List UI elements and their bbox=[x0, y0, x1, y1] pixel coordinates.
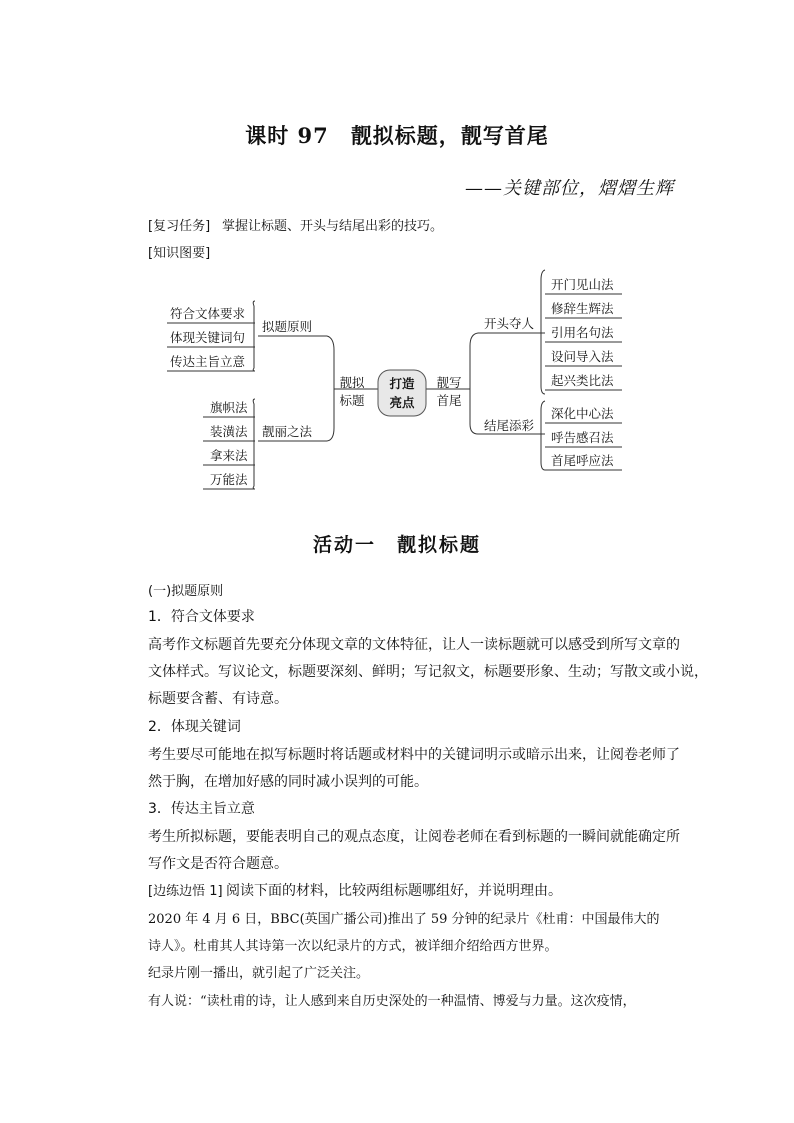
knowledge-map-tag: [知识图要] bbox=[148, 246, 211, 261]
ending-item: 呼告感召法 bbox=[551, 430, 614, 445]
item-heading: 2．体现关键词 bbox=[148, 719, 241, 735]
left-branch-line1: 靓拟 bbox=[339, 375, 365, 390]
material-line: 诗人》。杜甫其人其诗第一次以纪录片的方式，被详细介绍给西方世界。 bbox=[148, 939, 558, 954]
right-branch-line2: 首尾 bbox=[436, 393, 462, 408]
ending-item: 首尾呼应法 bbox=[551, 453, 614, 468]
opening-item: 修辞生辉法 bbox=[551, 301, 614, 316]
paragraph-line: 标题要含蓄、有诗意。 bbox=[148, 691, 288, 707]
paragraph-line: 写作文是否符合题意。 bbox=[148, 856, 288, 872]
left-branch-line2: 标题 bbox=[339, 393, 365, 408]
paragraph-line: 高考作文标题首先要充分体现文章的文体特征，让人一读标题就可以感受到所写文章的 bbox=[148, 637, 680, 653]
principles-label: 拟题原则 bbox=[262, 319, 313, 334]
page-subtitle: ——关键部位，熠熠生辉 bbox=[465, 178, 674, 199]
opening-item: 开门见山法 bbox=[551, 277, 614, 292]
right-branch-line1: 靓写 bbox=[436, 375, 462, 390]
paragraph-line: 考生所拟标题，要能表明自己的观点态度，让阅卷老师在看到标题的一瞬间就能确定所 bbox=[148, 829, 680, 845]
item-heading: 3．传达主旨立意 bbox=[148, 801, 255, 817]
ending-label: 结尾添彩 bbox=[484, 418, 535, 433]
method-item: 旗帜法 bbox=[210, 400, 248, 415]
section-heading: (一)拟题原则 bbox=[148, 584, 224, 599]
page-title: 课时 97 靓拟标题，靓写首尾 bbox=[245, 123, 549, 148]
material-line: 2020 年 4 月 6 日，BBC(英国广播公司)推出了 59 分钟的纪录片《杜甫：中国最伟大的 bbox=[148, 912, 660, 927]
opening-item: 设问导入法 bbox=[551, 349, 614, 364]
opening-item: 起兴类比法 bbox=[551, 373, 614, 388]
material-line: 纪录片刚一播出，就引起了广泛关注。 bbox=[148, 966, 370, 981]
review-text: 掌握让标题、开头与结尾出彩的技巧。 bbox=[222, 219, 444, 234]
knowledge-mindmap bbox=[0, 0, 794, 500]
method-item: 拿来法 bbox=[210, 448, 248, 463]
item-heading: 1．符合文体要求 bbox=[148, 609, 255, 625]
center-node-line2: 亮点 bbox=[389, 395, 415, 410]
ending-item: 深化中心法 bbox=[551, 406, 614, 421]
paragraph-line: 考生要尽可能地在拟写标题时将话题或材料中的关键词明示或暗示出来，让阅卷老师了 bbox=[148, 747, 680, 763]
method-item: 万能法 bbox=[210, 472, 248, 487]
center-node-line1: 打造 bbox=[389, 376, 415, 391]
exercise-text: 阅读下面的材料，比较两组标题哪组好，并说明理由。 bbox=[226, 883, 562, 899]
principle-item: 符合文体要求 bbox=[170, 306, 246, 321]
opening-item: 引用名句法 bbox=[551, 325, 614, 340]
material-line: 有人说：“读杜甫的诗，让人感到来自历史深处的一种温情、博爱与力量。这次疫情， bbox=[148, 994, 636, 1009]
activity-heading: 活动一 靓拟标题 bbox=[312, 534, 481, 556]
review-tag: [复习任务] bbox=[148, 219, 211, 234]
paragraph-line: 然于胸，在增加好感的同时减小误判的可能。 bbox=[148, 774, 428, 790]
principle-item: 体现关键词句 bbox=[170, 330, 246, 345]
methods-label: 靓丽之法 bbox=[262, 424, 313, 439]
exercise-tag: [边练边悟 1] bbox=[148, 884, 223, 899]
opening-label: 开头夺人 bbox=[484, 316, 535, 331]
paragraph-line: 文体样式。写议论文，标题要深刻、鲜明；写记叙文，标题要形象、生动；写散文或小说， bbox=[148, 664, 708, 680]
principle-item: 传达主旨立意 bbox=[170, 354, 246, 369]
method-item: 装潢法 bbox=[210, 424, 248, 439]
